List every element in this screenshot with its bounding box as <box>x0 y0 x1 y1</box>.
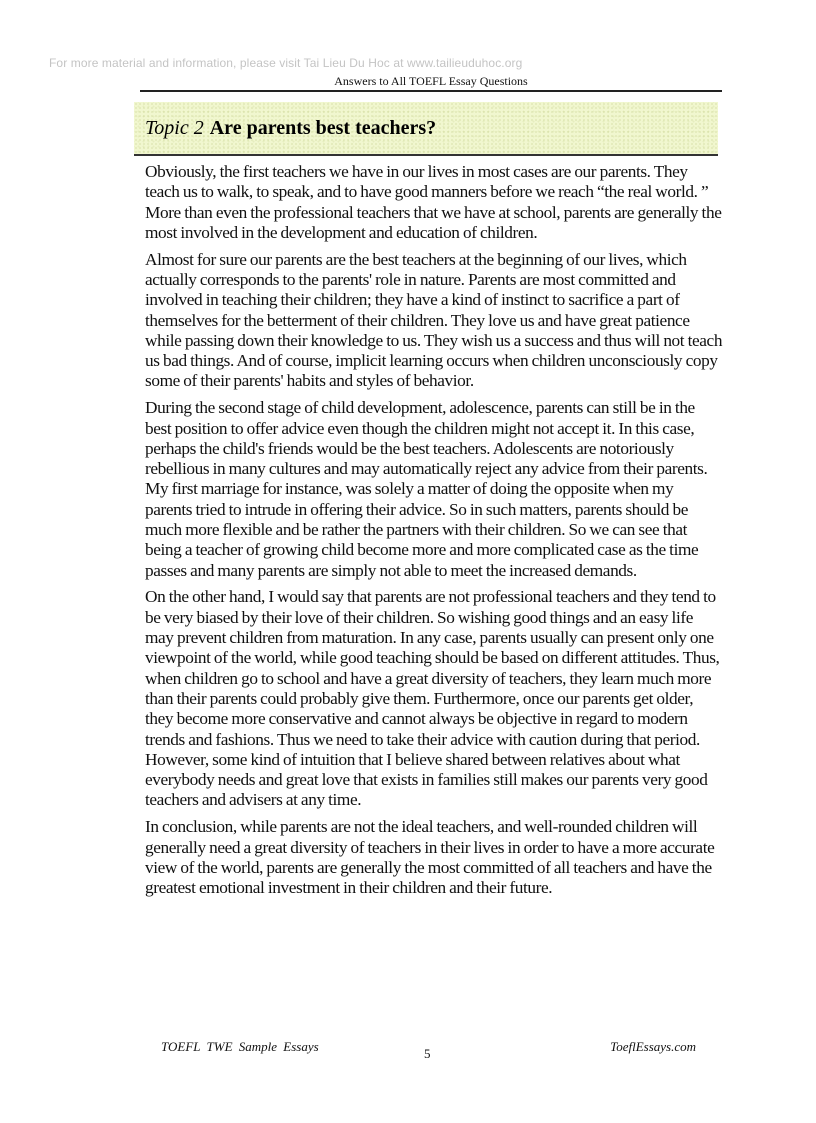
topic-number: Topic 2 <box>145 117 204 139</box>
essay-paragraph-4: On the other hand, I would say that parents are not professional teachers and they tend to be very biased by their love of their children. So wishing good things and an easy life may prevent children from maturation. In any case, parents usually can present only one viewpoint of the world, while good teaching should be based on different attitudes. Thus, when children go to school and have a great diversity of teachers, they learn much more than their parents could probably give them. Furthermore, once our parents get older, they become more conservative and cannot always be objective in regard to modern trends and fashions. Thus we need to take their advice with caution during that period. However, some kind of intuition that I believe shared between relatives about what everybody needs and great love that exists in families still makes our parents very good teachers and advisers at any time. <box>145 587 720 810</box>
watermark-text: For more material and information, please visit Tai Lieu Du Hoc at www.tailieuduhoc.org <box>49 56 523 70</box>
page-number: 5 <box>424 1046 431 1061</box>
header-rule <box>140 90 722 92</box>
essay-paragraph-5: In conclusion, while parents are not the ideal teachers, and well-rounded children will generally need a great diversity of teachers in their lives in order to have a more accurate view of the world, parents are generally the most committed of all teachers and have the greatest emotional investment in their children and their future. <box>145 817 715 898</box>
topic-title <box>145 117 436 140</box>
topic-question: Are parents best teachers? <box>209 117 437 139</box>
essay-paragraph-1: Obviously, the first teachers we have in our lives in most cases are our parents. They teach us to walk, to speak, and to have good manners before we reach “the real world. ” More than even the professional teachers that we have at school, parents are generally the most involved in the development and education of children. <box>145 162 722 242</box>
footer-right-text: ToeflEssays.com <box>610 1039 696 1054</box>
running-header: Answers to All TOEFL Essay Questions <box>334 74 528 88</box>
essay-body <box>145 162 723 905</box>
essay-paragraph-3: During the second stage of child development, adolescence, parents can still be in the best position to offer advice even though the children might not accept it. In this case, perhaps the child's friends would be the best teachers. Adolescents are notoriously rebellious in many cultures and may automatically reject any advice from their parents. My first marriage for instance, was solely a matter of doing the opposite when my parents tried to intrude in offering their advice. So in such matters, parents should be much more flexible and be rather the partners with their children. So we can see that being a teacher of growing child become more and more complicated case as the time passes and many parents are simply not able to meet the increased demands. <box>145 398 708 580</box>
footer-left-text: TOEFL TWE Sample Essays <box>161 1039 319 1054</box>
essay-paragraph-2: Almost for sure our parents are the best teachers at the beginning of our lives, which actually corresponds to the parents' role in nature. Parents are most committed and involved in teaching their children; they have a kind of instinct to sacrifice a part of themselves for the betterment of their children. They love us and have great patience while passing down their knowledge to us. They wish us a success and thus will not teach us bad things. And of course, implicit learning occurs when children unconsciously copy some of their parents' habits and styles of behavior. <box>145 249 723 391</box>
